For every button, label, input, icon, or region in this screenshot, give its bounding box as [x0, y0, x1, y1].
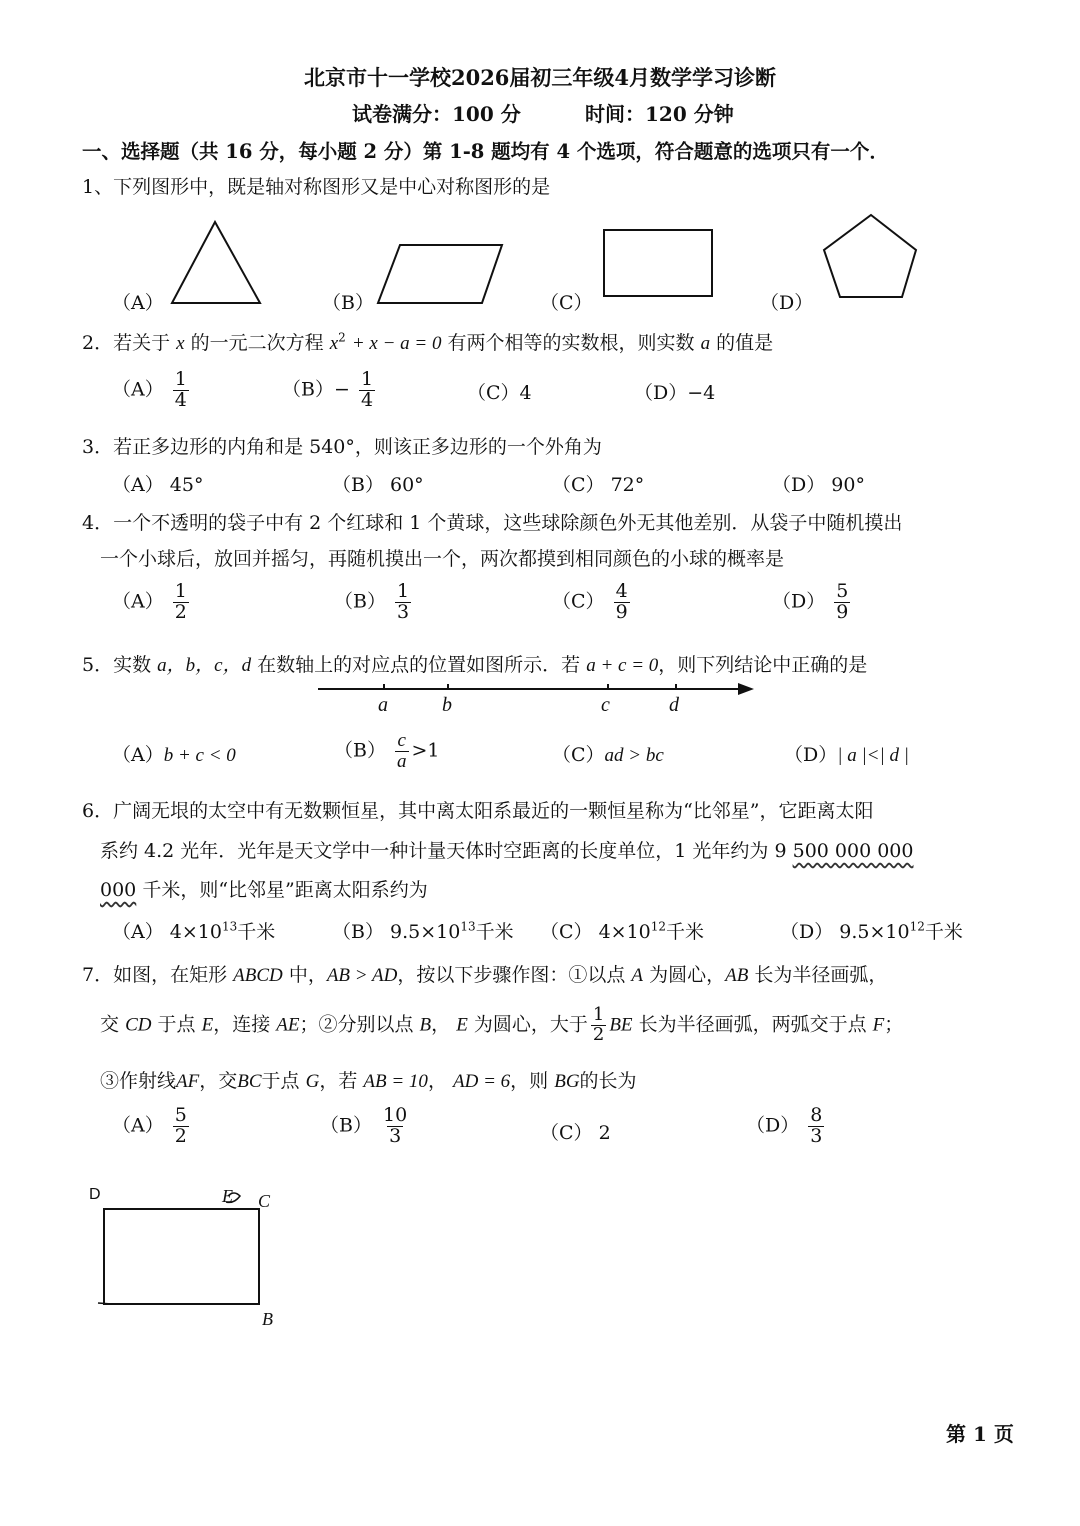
q6-a-unit: 千米 [237, 921, 276, 943]
q7-d-den: 3 [810, 1124, 823, 1147]
q4-d-den: 9 [836, 600, 849, 623]
q5-d-expr: | a |<| d | [837, 745, 909, 766]
q3-stem: 3．若正多边形的内角和是 540°，则该正多边形的一个外角为 [82, 436, 602, 458]
q7-t6: 交 [100, 1013, 120, 1036]
q6-a-base: （A） 4×10 [112, 921, 222, 943]
q7-t4: 为圆心， [649, 964, 726, 986]
q2-text-1: 2．若关于 [82, 332, 171, 354]
q2-b-num: 1 [360, 368, 374, 390]
q2-a-label: （A） [112, 378, 164, 401]
q7-a-num: 5 [174, 1104, 187, 1126]
q2-eq-exponent: 2 [338, 330, 346, 345]
q7-ae: AE [276, 1014, 300, 1036]
q2-option-d: （D）−4 [634, 382, 716, 404]
q4-b-den: 3 [397, 600, 410, 623]
q2-eq-x: x [329, 333, 339, 354]
q7-e2: E [456, 1014, 468, 1036]
q2-a-den: 4 [174, 388, 187, 411]
q4-a-label: （A） [112, 590, 164, 613]
q1-option-a-label: （A） [112, 292, 164, 314]
q4-c-num: 4 [615, 580, 628, 602]
q7-b-den: 3 [389, 1124, 402, 1147]
q7-bg: BG [554, 1071, 580, 1092]
q7-cond: AB > AD [326, 965, 398, 986]
q6-b-unit: 千米 [475, 921, 514, 943]
q7-f: F [872, 1014, 885, 1036]
q7-t16: 于点 [261, 1070, 300, 1092]
q2-b-den: 4 [360, 388, 374, 411]
q7-t7: 于点 [157, 1013, 196, 1036]
q5-b-den: a [397, 750, 407, 772]
q7-cd: CD [125, 1014, 152, 1036]
q7-d-num: 8 [810, 1104, 823, 1126]
q4-a-num: 1 [174, 580, 187, 602]
q7-a-den: 2 [174, 1124, 187, 1147]
q5-b-label: （B） [334, 739, 386, 762]
q7-b: B [419, 1014, 432, 1036]
q7-ab: AB [725, 965, 749, 986]
q6-c-unit: 千米 [666, 921, 705, 943]
q7-af: AF [176, 1071, 200, 1092]
q7-t14: ③作射线 [100, 1070, 177, 1092]
q2-option-c: （C）4 [467, 382, 532, 404]
fig-label-e: E [222, 1186, 233, 1206]
q6-line-3-text: 千米，则“比邻星”距离太阳系约为 [142, 879, 428, 901]
fig-label-d: D [89, 1186, 101, 1203]
q5-condition: a + c = 0 [586, 655, 659, 676]
q2-b-sign: − [333, 378, 350, 401]
q7-t19: ，则 [510, 1070, 549, 1092]
q7-t3: ，按以下步骤作图：①以点 [397, 964, 626, 986]
q2-text-4: 的值是 [716, 332, 774, 354]
q7-t9: ；②分别以点 [299, 1013, 414, 1036]
q7-a-label: （A） [112, 1114, 164, 1137]
q6-line-2-number: 500 000 000 [792, 840, 914, 862]
q7-b-num: 10 [383, 1104, 408, 1126]
q3-option-a: （A） 45° [112, 474, 204, 496]
q6-b-exp: 13 [460, 919, 476, 934]
q5-text-2: 在数轴上的对应点的位置如图所示．若 [257, 654, 581, 676]
exam-time: 时间：120 分钟 [585, 102, 734, 126]
q7-d-label: （D） [746, 1114, 800, 1137]
q7-half-den: 2 [592, 1023, 605, 1045]
q7-t13: ； [884, 1013, 904, 1036]
q2-a-num: 1 [174, 368, 187, 390]
q5-vars: a，b，c，d [157, 655, 252, 676]
q7-t20: 的长为 [579, 1070, 637, 1092]
axis-label-b: b [442, 694, 452, 716]
q7-t1: 如图，在矩形 [113, 964, 228, 986]
q2-b-label: （B） [282, 378, 334, 401]
q1-option-d-label: （D） [760, 292, 814, 314]
q3-option-d: （D） 90° [772, 474, 865, 496]
q6-line-1: 6．广阔无垠的太空中有无数颗恒星，其中离太阳系最近的一颗恒星称为“比邻星”，它距离太阳 [82, 800, 874, 822]
q6-c-exp: 12 [650, 919, 667, 934]
q7-t8: ，连接 [213, 1013, 271, 1036]
q7-abcd: ABCD [233, 965, 283, 986]
q7-a: A [631, 965, 644, 986]
q7-be: BE [609, 1014, 633, 1036]
q7-half-num: 1 [592, 1004, 605, 1025]
q4-b-label: （B） [334, 590, 386, 613]
q3-option-b: （B） 60° [332, 474, 424, 496]
axis-label-a: a [378, 694, 388, 716]
q7-t15: ，交 [199, 1070, 238, 1092]
q7-option-c: （C） 2 [540, 1122, 611, 1144]
q5-c-expr: ad > bc [604, 745, 664, 766]
q5-b-num: c [397, 730, 406, 751]
q6-line-3-number: 000 [100, 879, 137, 901]
q6-d-base: （D） 9.5×10 [780, 921, 910, 943]
q2-var-a: a [700, 333, 711, 354]
q7-t17: ，若 [319, 1070, 358, 1092]
full-score: 试卷满分：100 分 [352, 102, 521, 126]
q7-num: 7． [82, 964, 114, 986]
q4-b-num: 1 [397, 580, 410, 602]
q7-bc: BC [237, 1071, 262, 1092]
q7-ad6: AD = 6 [453, 1071, 511, 1092]
q5-a-label: （A） [112, 744, 164, 766]
fig-label-b: B [262, 1309, 273, 1329]
q5-text-1: 5．实数 [82, 654, 152, 676]
rectangle-abcd [104, 1209, 259, 1304]
q6-d-unit: 千米 [924, 921, 963, 943]
q7-t11: 为圆心，大于 [473, 1013, 588, 1036]
q7-ab10: AB = 10 [363, 1071, 428, 1092]
page-title: 北京市十一学校2026届初三年级4月数学学习诊断 [303, 65, 777, 90]
q3-option-c: （C） 72° [552, 474, 645, 496]
q4-c-label: （C） [552, 590, 605, 613]
q2-text-2: 的一元二次方程 [190, 332, 324, 354]
q7-e: E [201, 1014, 214, 1036]
q4-a-den: 2 [174, 600, 187, 623]
q6-b-base: （B） 9.5×10 [332, 921, 461, 943]
q1-option-b-label: （B） [322, 292, 374, 314]
q5-text-3: ，则下列结论中正确的是 [658, 654, 868, 676]
q7-t2: 中， [288, 964, 327, 986]
q6-d-exp: 12 [909, 919, 925, 934]
q6-a-exp: 13 [221, 919, 238, 934]
q4-line-1: 4．一个不透明的袋子中有 2 个红球和 1 个黄球，这些球除颜色外无其他差别．从袋子中随机摸出 [82, 512, 903, 534]
q5-d-label: （D） [784, 744, 838, 766]
q7-g: G [305, 1071, 320, 1092]
fig-label-c: C [258, 1191, 271, 1211]
q1-option-c-label: （C） [540, 292, 593, 314]
pencil-mark [98, 1303, 112, 1304]
q5-c-label: （C） [552, 744, 605, 766]
q7-t10: ， [431, 1013, 451, 1036]
q5-b-rest: >1 [411, 739, 440, 762]
q2-var-x: x [176, 333, 185, 354]
q2-eq-rest: + x − a = 0 [351, 333, 442, 354]
axis-label-d: d [669, 694, 679, 716]
q7-t18: ， [427, 1070, 447, 1092]
q4-line-2: 一个小球后，放回并摇匀，再随机摸出一个，两次都摸到相同颜色的小球的概率是 [100, 548, 785, 570]
q7-b-label: （B） [320, 1114, 372, 1137]
q4-c-den: 9 [615, 600, 628, 623]
page-number: 第 1 页 [946, 1422, 1014, 1446]
q7-t12: 长为半径画弧，两弧交于点 [638, 1013, 867, 1036]
axis-label-c: c [601, 694, 610, 716]
q1-stem: 1、下列图形中，既是轴对称图形又是中心对称图形的是 [82, 176, 551, 198]
q2-text-3: 有两个相等的实数根，则实数 [447, 332, 695, 354]
q5-a-expr: b + c < 0 [163, 745, 236, 766]
q7-t5: 长为半径画弧， [754, 964, 888, 986]
q4-d-label: （D） [772, 590, 826, 613]
q6-c-base: （C） 4×10 [540, 921, 651, 943]
section-heading: 一、选择题（共 16 分，每小题 2 分）第 1-8 题均有 4 个选项，符合题意的选项只有一个． [82, 140, 889, 163]
q6-line-2-text: 系约 4.2 光年．光年是天文学中一种计量天体时空距离的长度单位，1 光年约为 9 [100, 840, 787, 862]
q4-d-num: 5 [836, 580, 849, 602]
